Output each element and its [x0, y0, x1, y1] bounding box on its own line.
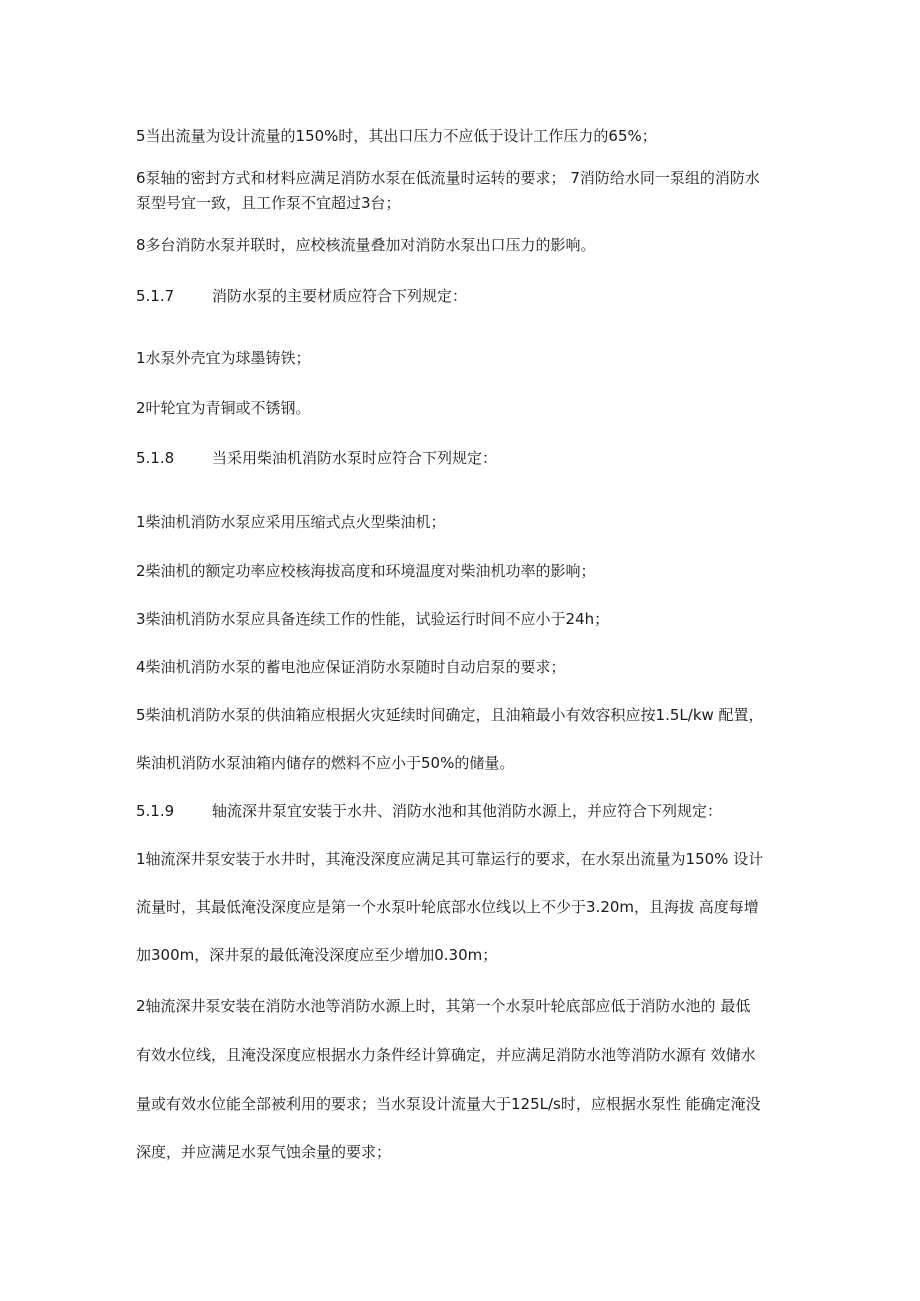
clause-text: 泵型号宜一致，且工作泵不宜超过3台； [136, 194, 401, 212]
clause-text: 2叶轮宜为青铜或不锈钢。 [136, 399, 311, 417]
clause-text: 有效水位线，且淹没深度应根据水力条件经计算确定，并应满足消防水池等消防水源有 效储水 [136, 1046, 756, 1064]
section-title: 消防水泵的主要材质应符合下列规定： [212, 287, 468, 305]
clause-text: 5当出流量为设计流量的150%时，其出口压力不应低于设计工作压力的65%； [136, 127, 657, 145]
clause-text: 8多台消防水泵并联时，应校核流量叠加对消防水泵出口压力的影响。 [136, 236, 596, 254]
clause-text: 1水泵外壳宜为球墨铸铁； [136, 349, 311, 367]
section-heading [136, 801, 722, 821]
clause-text: 1轴流深井泵安装于水井时，其淹没深度应满足其可靠运行的要求，在水泵出流量为150% 设计 [136, 850, 764, 868]
clause-text: 加300m，深井泵的最低淹没深度应至少增加0.30m； [136, 946, 498, 964]
clause-text: 4柴油机消防水泵的蓄电池应保证消防水泵随时自动启泵的要求； [136, 658, 566, 676]
clause-text: 流量时，其最低淹没深度应是第一个水泵叶轮底部水位线以上不少于3.20m，且海拔 高度每增 [136, 898, 759, 916]
section-heading [136, 448, 497, 468]
clause-text: 3柴油机消防水泵应具备连续工作的性能，试验运行时间不应小于24h； [136, 610, 610, 628]
clause-text: 2轴流深井泵安装在消防水池等消防水源上时，其第一个水泵叶轮底部应低于消防水池的 最低 [136, 997, 751, 1015]
section-number: 5.1.9 [136, 802, 175, 820]
clause-text: 5柴油机消防水泵的供油箱应根据火灾延续时间确定，且油箱最小有效容积应按1.5L/kw 配置， [136, 706, 764, 724]
clause-text: 深度，并应满足水泵气蚀余量的要求； [136, 1143, 392, 1161]
clause-text: 2柴油机的额定功率应校核海拔高度和环境温度对柴油机功率的影响； [136, 562, 596, 580]
section-title: 当采用柴油机消防水泵时应符合下列规定： [212, 449, 498, 467]
section-title: 轴流深井泵宜安装于水井、消防水池和其他消防水源上，并应符合下列规定： [212, 802, 723, 820]
clause-text: 量或有效水位能全部被利用的要求；当水泵设计流量大于125L/s时，应根据水泵性 能确定淹没 [136, 1095, 761, 1113]
clause-text: 柴油机消防水泵油箱内储存的燃料不应小于50%的储量。 [136, 754, 515, 772]
clause-text: 1柴油机消防水泵应采用压缩式点火型柴油机； [136, 513, 446, 531]
clause-text: 6泵轴的密封方式和材料应满足消防水泵在低流量时运转的要求； 7消防给水同一泵组的消防水 [136, 169, 760, 187]
section-heading [136, 286, 467, 306]
section-number: 5.1.7 [136, 287, 175, 305]
section-number: 5.1.8 [136, 449, 175, 467]
